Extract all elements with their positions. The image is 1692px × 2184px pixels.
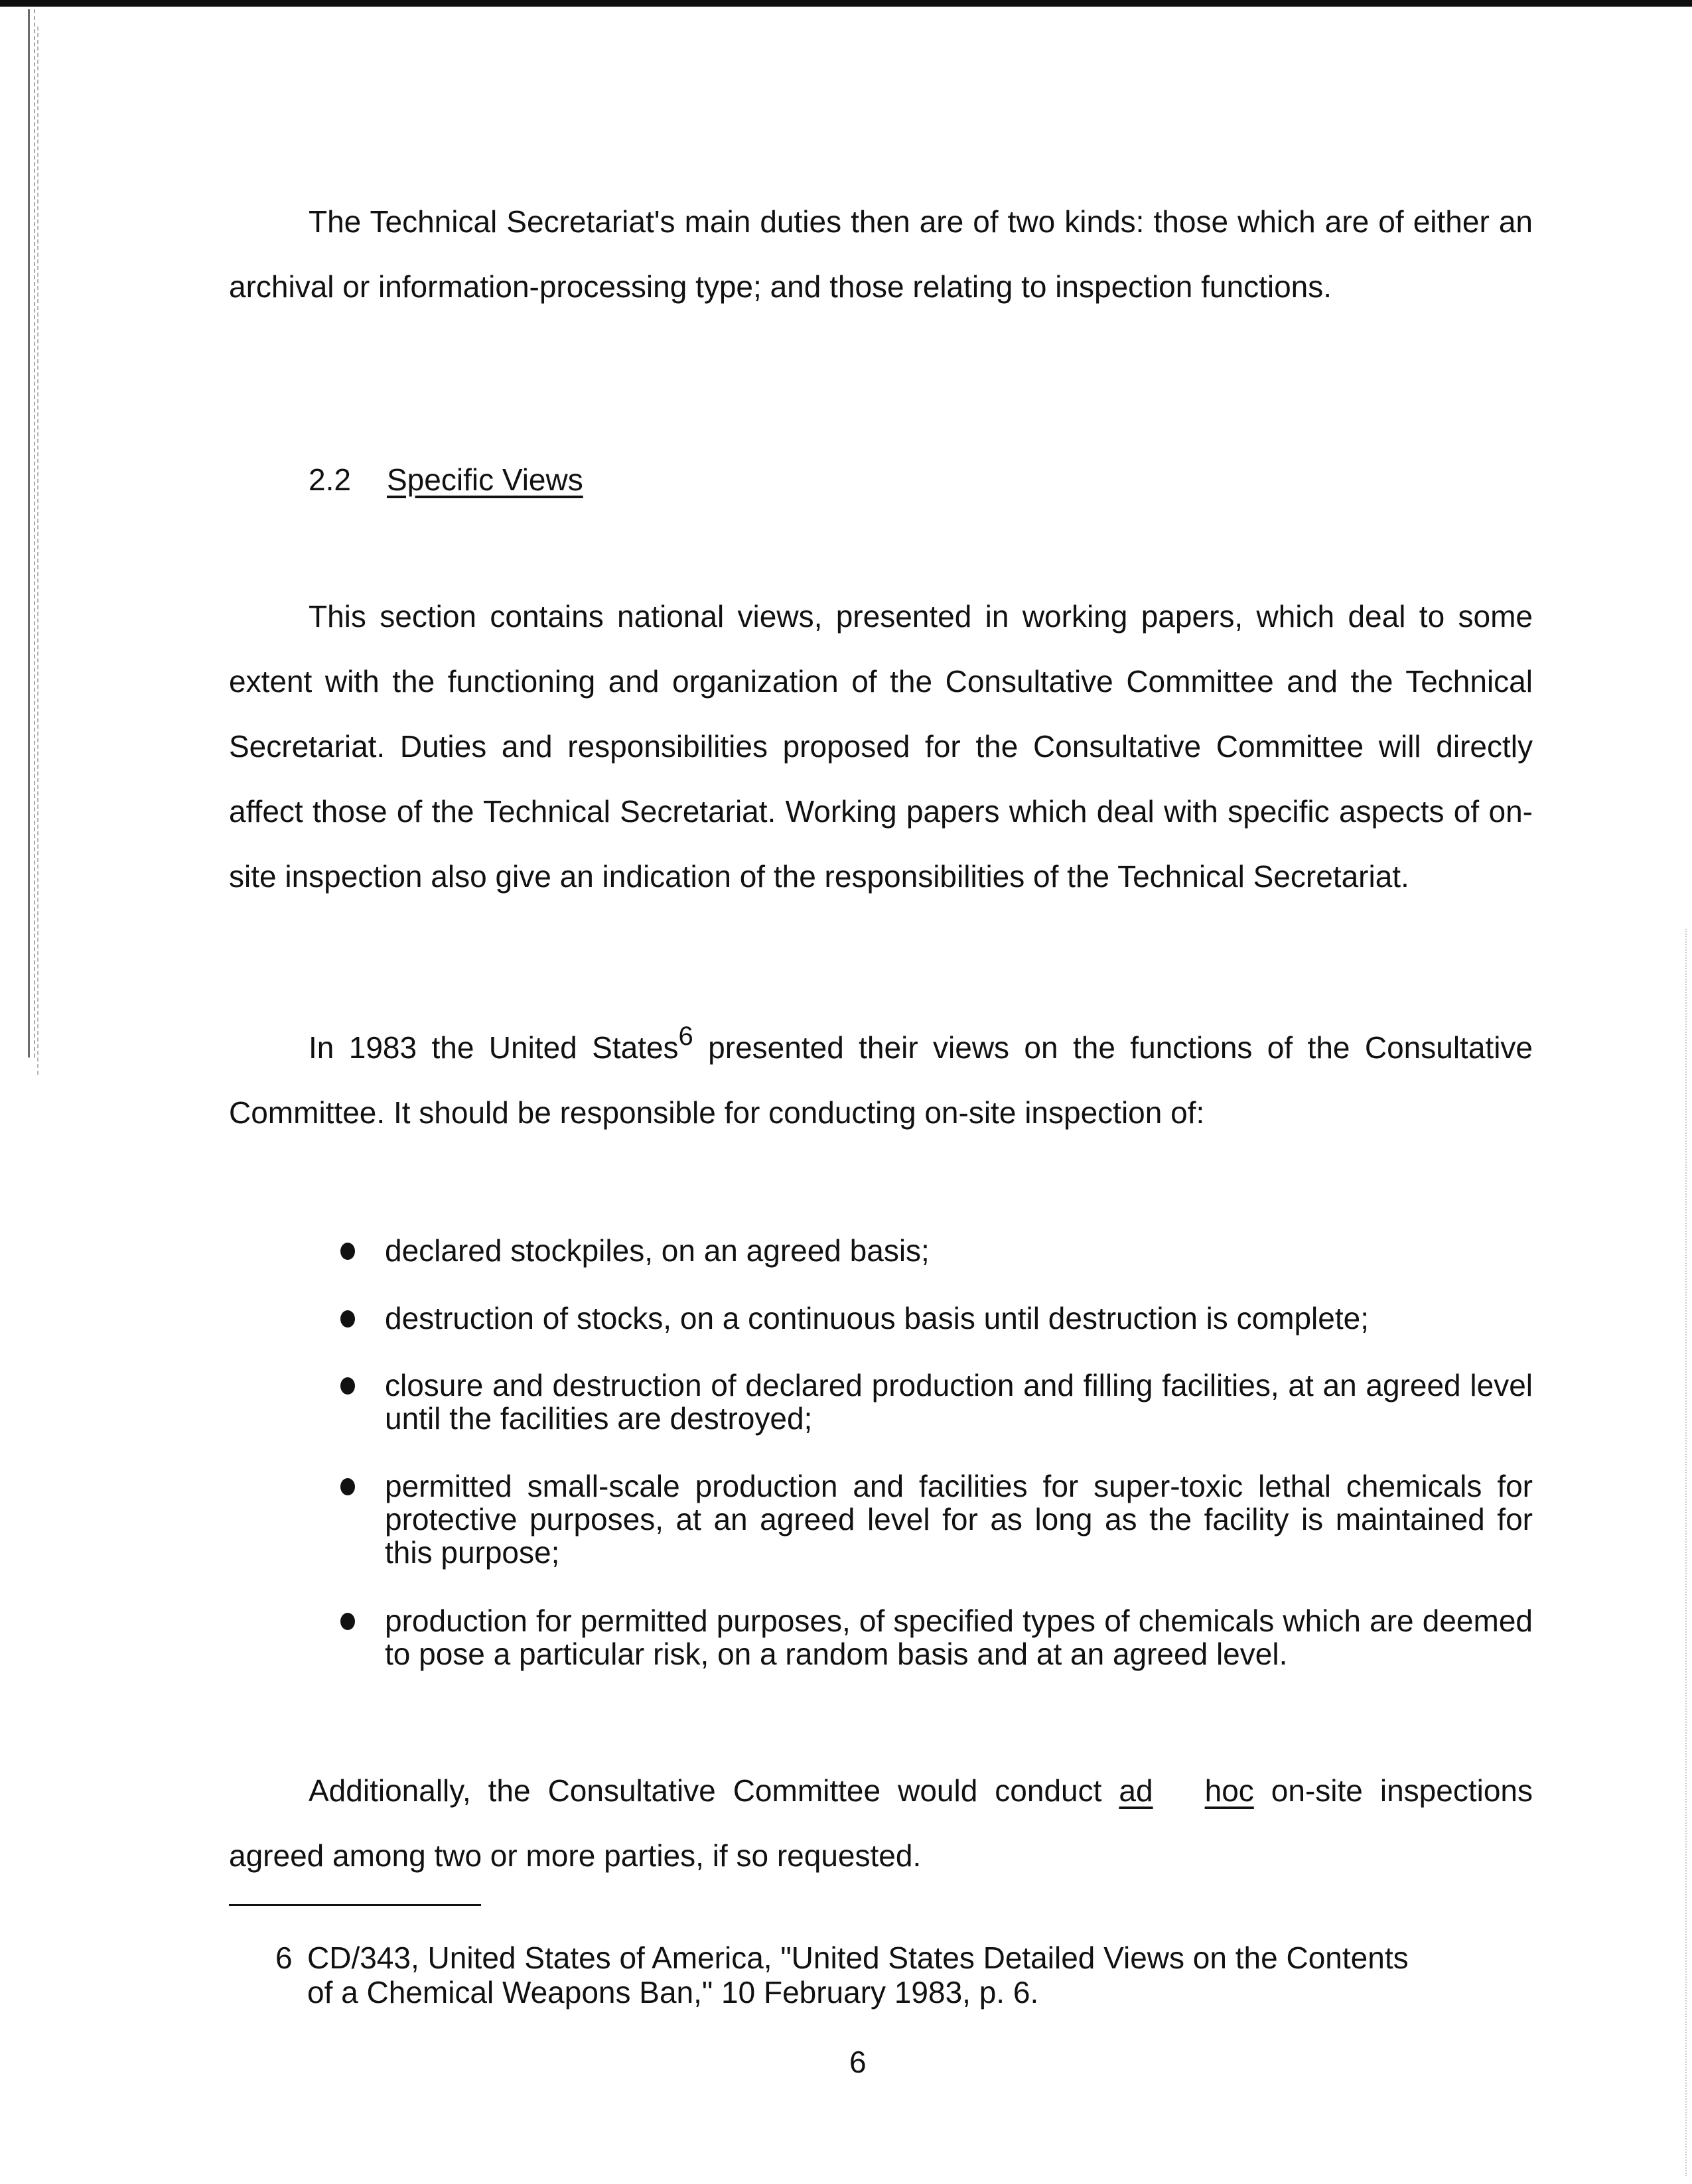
scan-binding-edge [28,9,35,1058]
section-number: 2.2 [309,462,351,497]
list-item [335,1302,1533,1335]
scan-top-edge [0,0,1692,7]
footnote-number: 6 [275,1941,293,1975]
list-item-text: destruction of stocks, on a continuous basis until destruction is complete; [385,1301,1370,1335]
list-item [335,1369,1533,1435]
paragraph-national-views [229,584,1533,909]
scan-right-edge [1685,929,1687,2176]
list-item-text: production for permitted purposes, of specified types of chemicals which are deemed to pose a particular risk, on a random basis and at an agreed level. [385,1604,1533,1671]
footnote [275,1941,1536,2010]
paragraph-united-states-views [229,1015,1533,1145]
bullet-icon [340,1310,355,1328]
section-heading [309,460,583,500]
bullet-icon [340,1478,355,1495]
paragraph-ad-hoc-inspections [229,1758,1533,1888]
paragraph-text: presented their views on the functions of the Consultative Committee. It should be responsible for conducting on-site inspection of: [229,1030,1533,1130]
paragraph-secretariat-duties [229,189,1533,319]
list-item [335,1469,1533,1569]
paragraph-text: In 1983 the United States [309,1030,679,1065]
footnote-separator [229,1904,481,1906]
paragraph-text: on-site inspections agreed among two or more parties, if so requested. [229,1773,1533,1873]
footnote-text-line1: CD/343, United States of America, "United States Detailed Views on the Contents [307,1941,1409,1975]
bullet-icon [340,1243,355,1260]
italic-term-hoc: hoc [1204,1773,1254,1808]
bullet-icon [340,1613,355,1630]
list-item-text: declared stockpiles, on an agreed basis; [385,1233,930,1268]
list-item [335,1234,1533,1267]
page-number: 6 [849,2045,867,2079]
footnote-reference: 6 [678,1022,693,1051]
footnote-text-line2: of a Chemical Weapons Ban," 10 February 1983, p. 6. [307,1975,1039,2010]
list-item [335,1604,1533,1671]
scan-binding-edge-inner [37,27,38,1075]
list-item-text: permitted small-scale production and facilities for super-toxic lethal chemicals for protective purposes, at an agreed level for as long as the facility is maintained for this purpose; [385,1469,1533,1570]
bullet-icon [340,1377,355,1395]
paragraph-text: This section contains national views, presented in working papers, which deal to some extent with the functioning and organization of the Consultative Committee and the Technical Secretariat. Duties and responsibilities proposed for the Consultative Committee will directly affect those of the Technical Secretariat. Working papers which deal with specific aspects of on-site inspection also give an indication of the responsibilities of the Technical Secretariat. [229,599,1533,894]
paragraph-text: The Technical Secretariat's main duties then are of two kinds: those which are of either an archival or information-processing type; and those relating to inspection functions. [229,204,1533,304]
italic-term-ad: ad [1119,1773,1153,1808]
section-title: Specific Views [387,462,583,497]
list-item-text: closure and destruction of declared production and filling facilities, at an agreed level until the facilities are destroyed; [385,1368,1533,1436]
paragraph-text: Additionally, the Consultative Committee would conduct [309,1773,1119,1808]
